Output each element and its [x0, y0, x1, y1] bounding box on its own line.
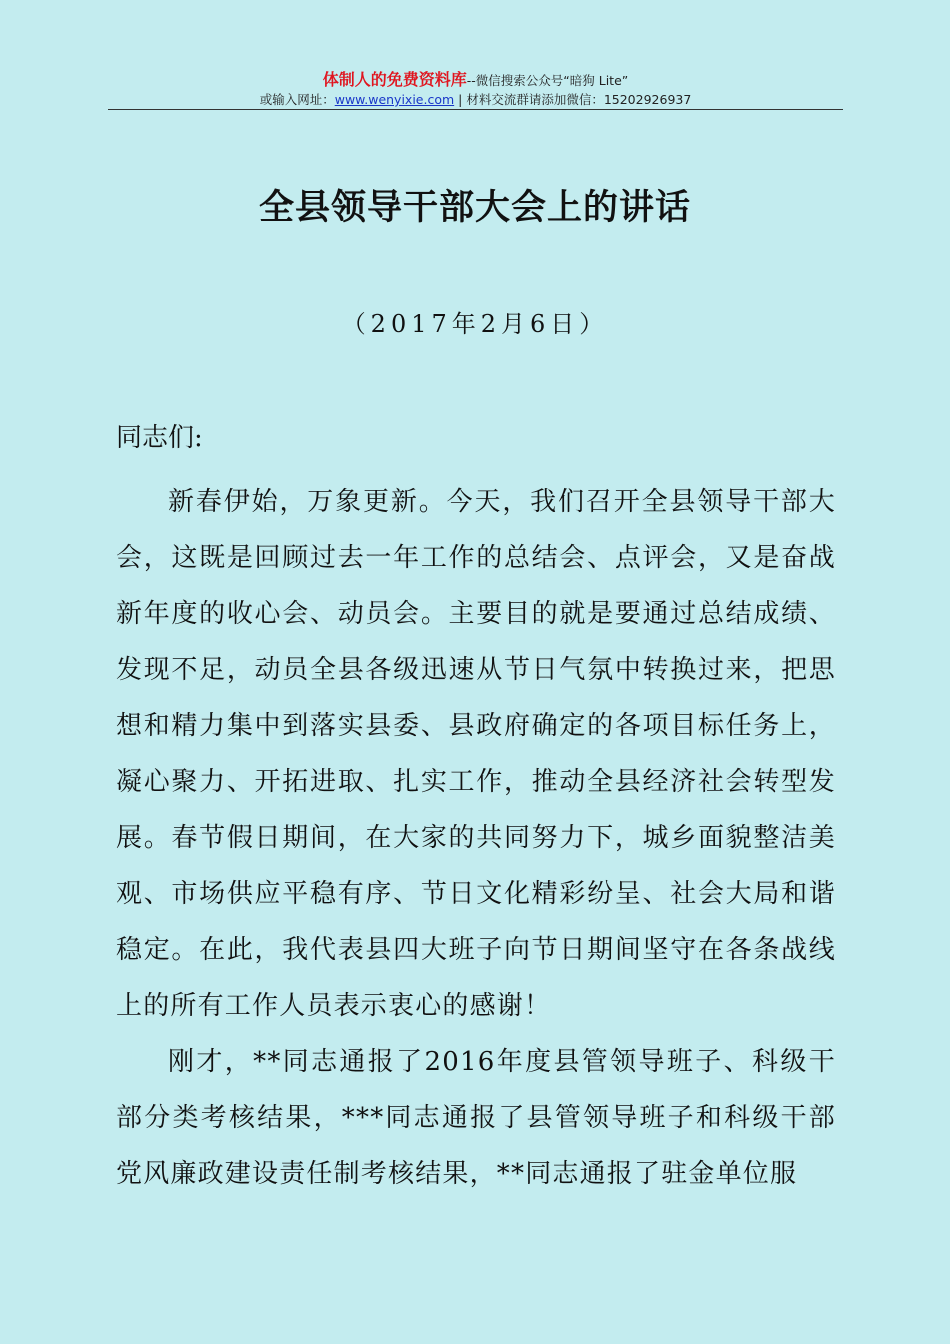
header-slogan: --微信搜索公众号“暗狗 Lite” — [466, 73, 629, 88]
header-line-1 — [108, 70, 843, 91]
document-date: （2017年2月6日） — [341, 310, 609, 338]
document-title: 全县领导干部大会上的讲话 — [258, 187, 691, 228]
document-body — [116, 474, 836, 1202]
header-divider — [108, 109, 843, 110]
header-url-prefix: 或输入网址： — [259, 92, 335, 107]
header-url-link[interactable]: www.wenyixie.com — [334, 92, 455, 107]
page-header — [108, 70, 843, 109]
body-paragraph-1: 新春伊始，万象更新。今天，我们召开全县领导干部大会，这既是回顾过去一年工作的总结会、点评会，又是奋战新年度的收心会、动员会。主要目的就是要通过总结成绩、发现不足，动员全县各级迅速从节日气氛中转换过来，把思想和精力集中到落实县委、县政府确定的各项目标任务上，凝心聚力、开拓进取、扎实工作，推动全县经济社会转型发展。春节假日期间，在大家的共同努力下，城乡面貌整洁美观、市场供应平稳有序、节日文化精彩纷呈、社会大局和谐稳定。在此，我代表县四大班子向节日期间坚守在各条战线上的所有工作人员表示衷心的感谢！ — [116, 487, 836, 1021]
header-line-2 — [108, 91, 843, 109]
body-paragraph-2: 刚才，**同志通报了2016年度县管领导班子、科级干部分类考核结果，***同志通报了县管领导班子和科级干部党风廉政建设责任制考核结果，**同志通报了驻金单位服 — [116, 1047, 836, 1189]
salutation: 同志们: — [116, 423, 203, 453]
header-url-suffix: | 材料交流群请添加微信：15202926937 — [454, 92, 692, 107]
header-brand: 体制人的免费资料库 — [322, 70, 467, 89]
